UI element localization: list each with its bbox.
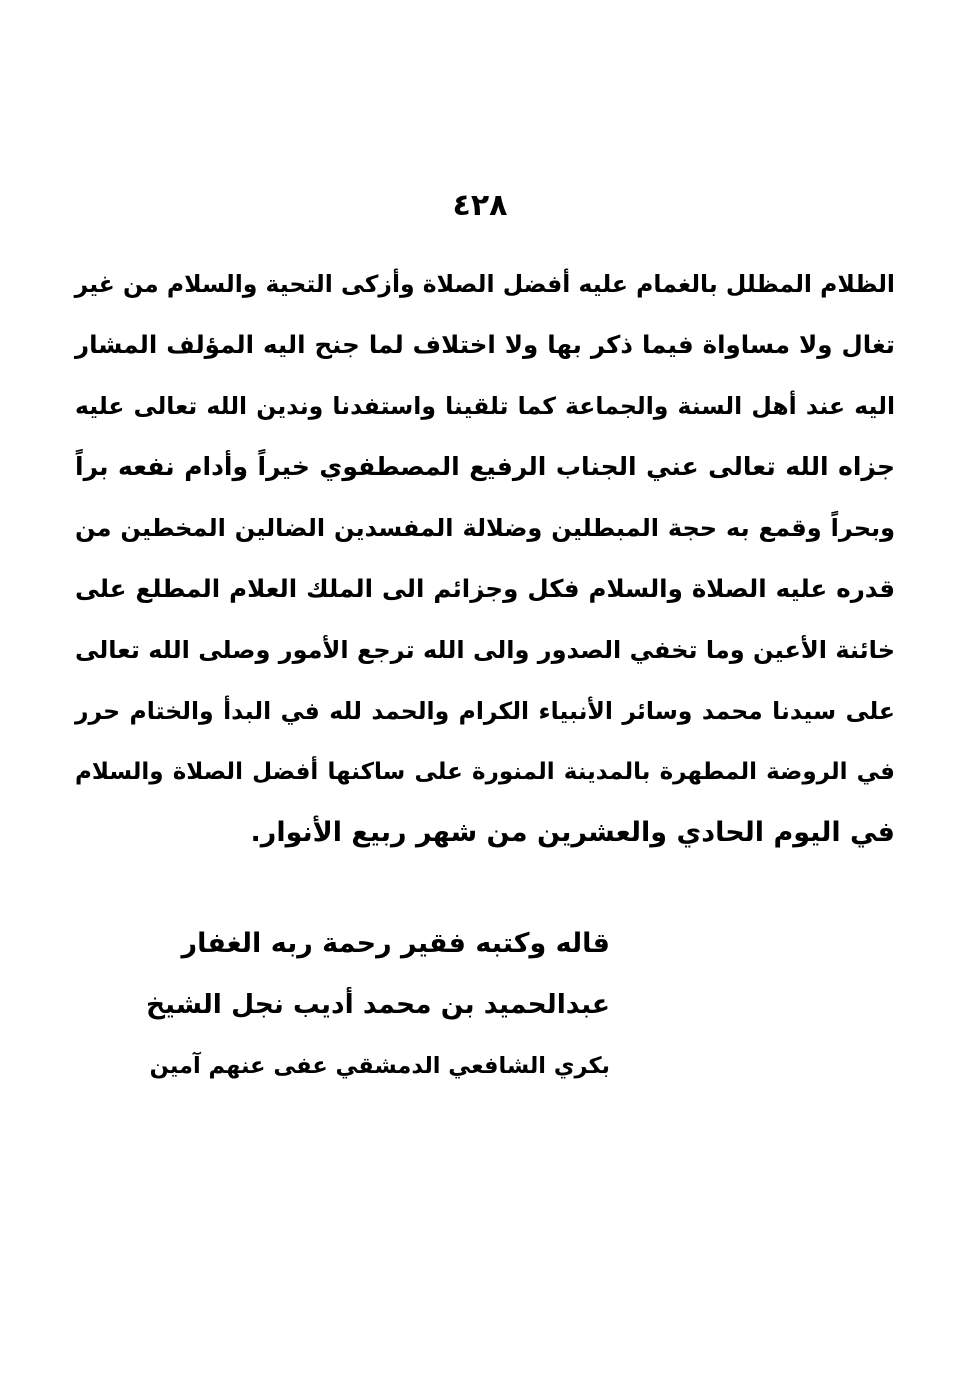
signature-block xyxy=(140,918,610,1101)
body-line: وبحراً وقمع به حجة المبطلين وضلالة المفسدين الضالين المخطين من xyxy=(75,514,895,542)
body-text xyxy=(75,258,895,868)
signature-line: عبدالحميد بن محمد أديب نجل الشيخ xyxy=(145,989,610,1020)
body-line: اليه عند أهل السنة والجماعة كما تلقينا واستفدنا وندين الله تعالى عليه xyxy=(75,392,895,420)
body-line: تغال ولا مساواة فيما ذكر بها ولا اختلاف لما جنح اليه المؤلف المشار xyxy=(75,330,895,359)
signature-line: بكري الشافعي الدمشقي عفى عنهم آمين xyxy=(149,1053,610,1079)
body-line: قدره عليه الصلاة والسلام فكل وجزائم الى الملك العلام المطلع على xyxy=(75,574,895,603)
body-line: الظلام المظلل بالغمام عليه أفضل الصلاة وأزكى التحية والسلام من غير xyxy=(74,270,895,298)
body-line: خائنة الأعين وما تخفي الصدور والى الله ترجع الأمور وصلى الله تعالى xyxy=(75,636,895,664)
body-line: على سيدنا محمد وسائر الأنبياء الكرام والحمد لله في البدأ والختام حرر xyxy=(75,697,895,725)
body-line-last: في اليوم الحادي والعشرين من شهر ربيع الأنوار. xyxy=(250,817,895,848)
signature-line: قاله وكتبه فقير رحمة ربه الغفار xyxy=(181,928,610,959)
page-number: ٤٢٨ xyxy=(452,188,508,223)
body-line: جزاه الله تعالى عني الجناب الرفيع المصطفوي خيراً وأدام نفعه براً xyxy=(75,452,895,481)
body-line: في الروضة المطهرة بالمدينة المنورة على ساكنها أفضل الصلاة والسلام xyxy=(75,759,895,785)
